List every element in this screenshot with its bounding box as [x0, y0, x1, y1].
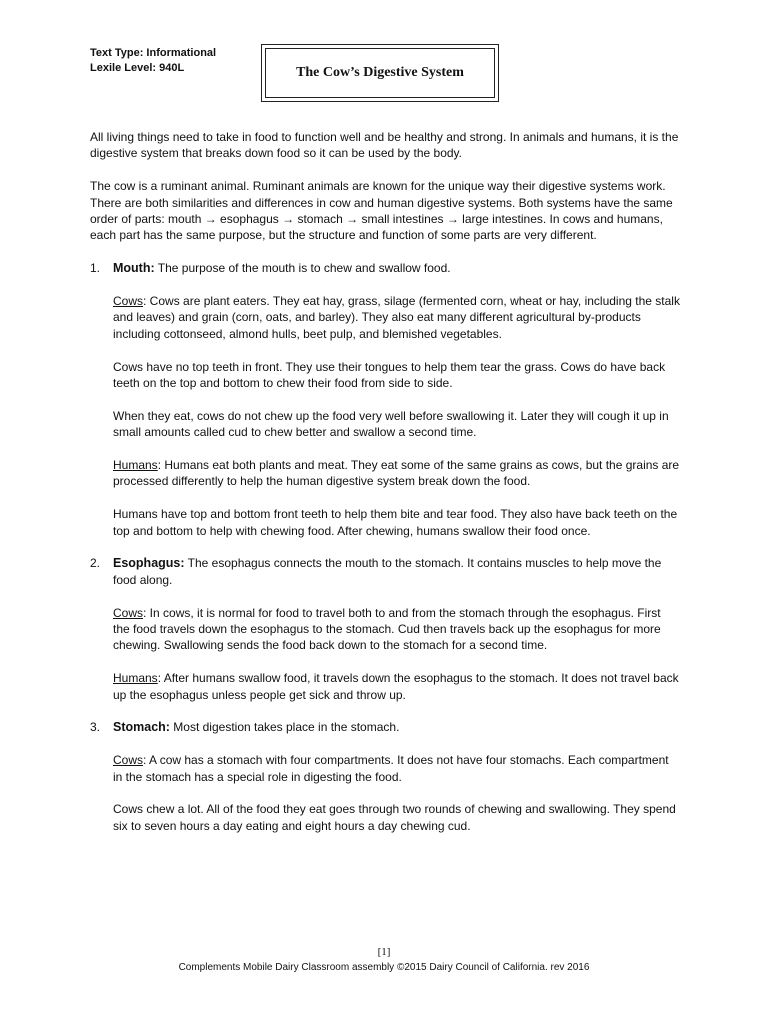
section-term: Esophagus: [113, 556, 185, 571]
cows-paragraph [113, 293, 680, 342]
section-number: 3. [90, 720, 101, 735]
section-number: 1. [90, 261, 101, 276]
cows-paragraph [113, 605, 680, 654]
cows-paragraph [113, 752, 680, 785]
text-type: Text Type: Informational [90, 47, 217, 59]
lexile-level: Lexile Level: 940L [90, 62, 185, 74]
stomach-paragraph-chewing: Cows chew a lot. All of the food they eat goes through two rounds of chewing and swallowing. They spend six to seven hours a day eating and eight hours a day chewing cud. [113, 802, 676, 833]
cows-text: : In cows, it is normal for food to travel both to and from the stomach through the esophagus. First the food travels down the esophagus to the stomach. Cud then travels back up the esophagus for more chewing. Swallowing sends the food back down to the stomach for a second time. [113, 605, 661, 653]
page-title: The Cow’s Digestive System [296, 65, 464, 80]
cows-label: Cows [113, 294, 144, 309]
title-box [261, 44, 499, 102]
section-stomach [90, 719, 680, 834]
section-mouth [90, 260, 680, 539]
cows-text: : Cows are plant eaters. They eat hay, grass, silage (fermented corn, wheat or hay, including the stalk and leaves) and grain (corn, oats, and barley). They also eat many different agricultural by-products including cottonseed, almond hulls, beet pulp, and blemished vegetables. [113, 294, 680, 341]
section-heading [113, 555, 680, 588]
humans-paragraph [113, 457, 680, 490]
section-desc: The purpose of the mouth is to chew and swallow food. [154, 261, 451, 276]
section-term: Mouth: [113, 261, 155, 276]
document-meta [90, 46, 216, 76]
intro-paragraph-2: The cow is a ruminant animal. Ruminant animals are known for the unique way their digestive systems work. There are both similarities and differences in cow and human digestive systems. Both systems have the same order of parts: mouth → esophagus → stomach → small intestines → large intestines. In cows and humans, each part has the same purpose, but the structure and function of some parts are very different. [90, 179, 673, 243]
section-heading [113, 260, 680, 276]
cows-text: : A cow has a stomach with four compartments. It does not have four stomachs. Each compartment in the stomach has a special role in digesting the food. [113, 753, 669, 784]
section-desc: The esophagus connects the mouth to the stomach. It contains muscles to help move the food along. [113, 556, 662, 587]
footer-note: Complements Mobile Dairy Classroom assembly ©2015 Dairy Council of California. rev 2016 [178, 962, 590, 973]
humans-text: : After humans swallow food, it travels down the esophagus to the stomach. It does not travel back up the esophagus unless people get sick and throw up. [113, 671, 679, 702]
mouth-paragraph-human-teeth: Humans have top and bottom front teeth to help them bite and tear food. They also have back teeth on the top and bottom to help with chewing food. After chewing, humans swallow their food once. [113, 507, 678, 538]
section-heading [113, 719, 680, 735]
title-box-inner [265, 48, 495, 98]
mouth-paragraph-cud: When they eat, cows do not chew up the food very well before swallowing it. Later they will cough it up in small amounts called cud to chew better and swallow a second time. [113, 408, 669, 440]
mouth-paragraph-teeth: Cows have no top teeth in front. They use their tongues to help them tear the grass. Cows do have back teeth on the top and bottom to chew their food from side to side. [113, 359, 666, 391]
section-number: 2. [90, 556, 101, 571]
humans-text: : Humans eat both plants and meat. They eat some of the same grains as cows, but the grains are processed differently to help the human digestive system break down the food. [113, 458, 680, 489]
humans-label: Humans [113, 458, 158, 473]
intro-paragraph-1: All living things need to take in food to function well and be healthy and strong. In animals and humans, it is the digestive system that breaks down food so it can be used by the body. [90, 130, 679, 161]
page-number: [1] [377, 946, 391, 958]
section-esophagus [90, 555, 680, 703]
cows-label: Cows [113, 605, 144, 620]
cows-label: Cows [113, 753, 144, 768]
section-desc: Most digestion takes place in the stomach. [169, 720, 400, 735]
document-body [90, 129, 680, 851]
humans-paragraph [113, 670, 680, 703]
humans-label: Humans [113, 671, 158, 686]
section-term: Stomach: [113, 720, 170, 735]
